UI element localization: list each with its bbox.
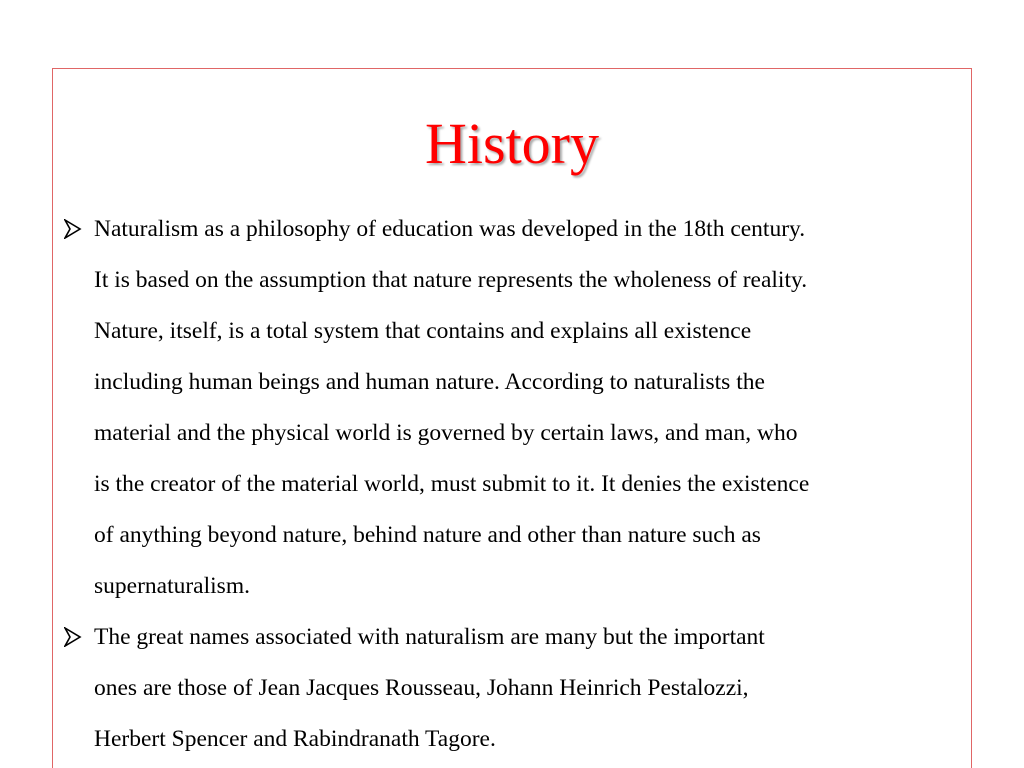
bullet-line: It is based on the assumption that nature represents the wholeness of reality.	[94, 267, 808, 293]
bullet-line: Nature, itself, is a total system that contains and explains all existence	[94, 318, 752, 344]
bullet-list	[62, 204, 962, 765]
bullet-line: Herbert Spencer and Rabindranath Tagore.	[94, 726, 496, 752]
slide-title: History	[425, 111, 599, 176]
bullet-line: is the creator of the material world, must submit to it. It denies the existence	[94, 471, 810, 497]
arrow-bullet-icon	[62, 612, 86, 663]
bullet-line: including human beings and human nature. According to naturalists the	[94, 369, 765, 395]
bullet-line: The great names associated with naturalism are many but the important	[94, 624, 765, 650]
bullet-line: Naturalism as a philosophy of education was developed in the 18th century.	[94, 216, 806, 242]
bullet-line: ones are those of Jean Jacques Rousseau, Johann Heinrich Pestalozzi,	[94, 675, 749, 701]
bullet-line: material and the physical world is governed by certain laws, and man, who	[94, 420, 798, 446]
bullet-item-2	[62, 612, 962, 765]
arrow-bullet-icon	[62, 204, 86, 255]
bullet-line: supernaturalism.	[94, 573, 250, 599]
bullet-item-1	[62, 204, 962, 612]
bullet-line: of anything beyond nature, behind nature and other than nature such as	[94, 522, 761, 548]
